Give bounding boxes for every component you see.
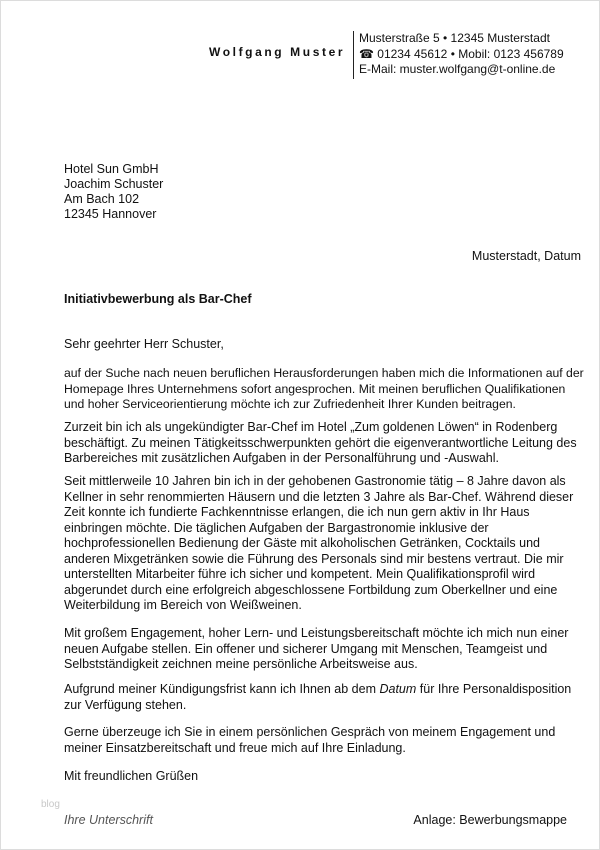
signature-placeholder: Ihre Unterschrift (64, 813, 153, 827)
body-paragraph-5 (64, 682, 584, 713)
recipient-street: Am Bach 102 (64, 192, 140, 206)
watermark: blog (41, 799, 60, 810)
body-paragraph-2: Zurzeit bin ich als ungekündigter Bar-Chef im Hotel „Zum goldenen Löwen“ in Rodenberg beschäftigt. Zu meinen Tätigkeitsschwerpunkten gehört die eigenverantwortliche Leitung des Barbereiches mit zusätzlichen Aufgaben in der Personalführung und -Auswahl. (64, 420, 577, 465)
recipient-address-block (64, 162, 163, 222)
p5-text-after: für Ihre Personaldisposition zur Verfügung stehen. (64, 682, 572, 712)
salutation: Sehr geehrter Herr Schuster, (64, 337, 224, 351)
sender-phone: ☎ 01234 45612 • Mobil: 0123 456789 (359, 46, 564, 61)
subject-line: Initiativbewerbung als Bar-Chef (64, 292, 252, 306)
body-paragraph-3: Seit mittlerweile 10 Jahren bin ich in der gehobenen Gastronomie tätig – 8 Jahre davon als Kellner in sehr renommierten Häusern und die letzten 3 Jahre als Bar-Chef. Während dieser Zeit konnte ich fundierte Fachkenntnisse erlangen, die ich nun gern aktiv in Ihr Haus einbringen möchte. Die täglichen Aufgaben der Bargastronomie inklusive der hochprofessionellen Bedienung der Gäste mit alkoholischen Getränken, Cocktails und anderen Mixgetränken sowie die Führung des Personals sind mir bestens vertraut. Die mir unterstellten Mitarbeiter führe ich sicher und kompetent. Mein Qualifikationsprofil wird abgerundet durch eine erfolgreich abgeschlossene Fortbildung zum Oberkellner und eine Weiterbildung im Bereich von Weißweinen. (64, 474, 574, 612)
body-paragraph-1: auf der Suche nach neuen beruflichen Herausforderungen haben mich die Informationen auf der Homepage Ihres Unternehmens sofort angesprochen. Mit meinen beruflichen Qualifikationen und hoher Serviceorientierung möchte ich zur Zufriedenheit Ihrer Kunden beitragen. (64, 366, 584, 411)
closing-phrase: Mit freundlichen Grüßen (64, 769, 199, 783)
body-paragraph-4: Mit großem Engagement, hoher Lern- und Leistungsbereitschaft möchte ich mich nun einer neuen Aufgabe stellen. Ein offener und sicherer Umgang mit Menschen, Teamgeist und Selbstständigkeit zeichnen meine persönliche Arbeitsweise aus. (64, 626, 569, 671)
recipient-city: 12345 Hannover (64, 207, 157, 221)
body-paragraph-6: Gerne überzeuge ich Sie in einem persönlichen Gespräch von meinem Engagement und meiner Einsatzbereitschaft und freue mich auf Ihre Einladung. (64, 725, 556, 755)
recipient-company: Hotel Sun GmbH (64, 162, 159, 176)
p5-text-before: Aufgrund meiner Kündigungsfrist kann ich Ihnen ab dem (64, 682, 380, 696)
sender-name: Wolfgang Muster (209, 45, 346, 59)
recipient-person: Joachim Schuster (64, 177, 164, 191)
enclosure-note: Anlage: Bewerbungsmappe (413, 813, 567, 827)
sender-address: Musterstraße 5 • 12345 Musterstadt (359, 31, 550, 45)
sender-email: E-Mail: muster.wolfgang@t-online.de (359, 62, 556, 76)
place-date: Musterstadt, Datum (471, 249, 581, 263)
header-divider (353, 31, 354, 79)
p5-date-placeholder: Datum (379, 682, 417, 696)
sender-contact-block (359, 31, 564, 78)
